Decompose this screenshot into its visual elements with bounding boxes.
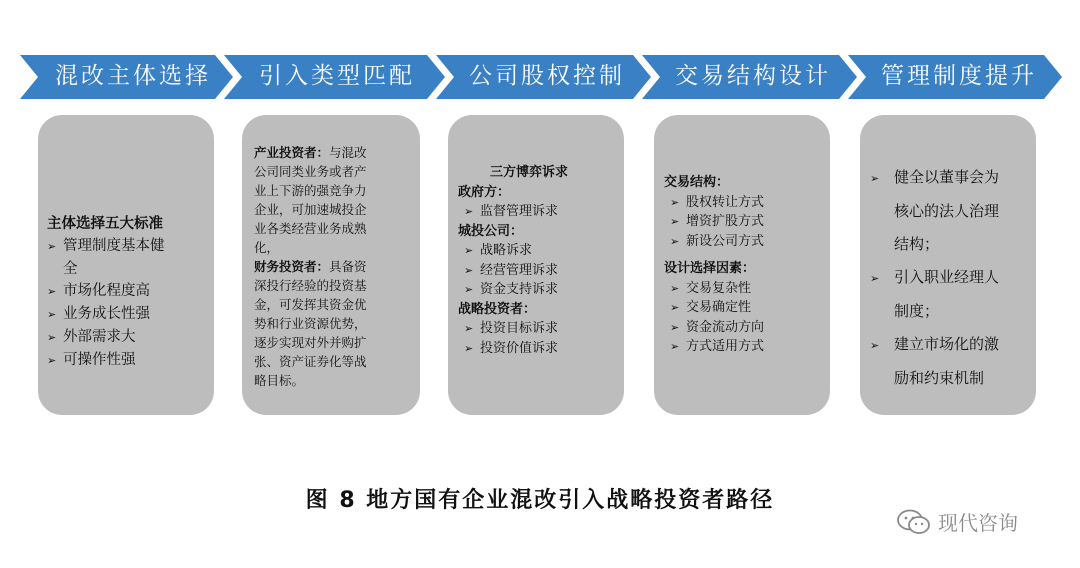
box2-text: 业上下游的强竞争力 [254,183,367,198]
box4-structure: 交易结构： [664,175,730,190]
bullet-arrow-icon: ➢ [47,308,57,321]
box5-item-wrap: 核心的法人治理 [894,202,1000,220]
box4-item: ➢ 新设公司方式 [664,232,830,252]
step-label-1: 混改主体选择 [55,63,211,89]
box3-si: 战略投资者： [458,301,537,317]
box1-title: 主体选择五大标准 [47,215,163,232]
bullet-arrow-icon: ➢ [670,340,680,353]
box1-item: ➢ 业务成长性强 [47,303,214,326]
bullet-arrow-icon: ➢ [464,263,474,277]
bullet-arrow-icon: ➢ [464,322,474,335]
box2-text: 张、资产证券化等战 [254,354,367,369]
box-management-improvement [860,115,1036,415]
box2-text: 化， [254,240,280,255]
box2-text: 势和行业资源优势， [254,316,367,331]
bullet-arrow-icon: ➢ [47,285,57,298]
box3-item: ➢ 资金支持诉求 [458,280,624,300]
step-label-4: 交易结构设计 [675,63,831,89]
box3-ct: 城投公司： [458,223,524,239]
box3-item: ➢ 经营管理诉求 [458,261,624,281]
spacer [664,251,830,259]
box-transaction-structure [654,115,830,415]
watermark-text: 现代咨询 [938,511,1018,535]
bullet-arrow-icon: ➢ [670,234,680,248]
box2-text: 深投行经验的投资基 [254,278,367,293]
bullet-arrow-icon: ➢ [870,339,880,352]
bullet-arrow-icon: ➢ [670,301,680,314]
box5-item: ➢ 引入职业经理人 [870,261,1036,295]
box3-item: ➢ 战略诉求 [458,241,624,261]
box1-item: ➢ 管理制度基本健 [47,235,214,258]
bullet-arrow-icon: ➢ [464,283,474,296]
box4-item: ➢ 交易确定性 [664,298,830,318]
box4-item: ➢ 增资扩股方式 [664,212,830,232]
box2-industrial-line: 产业投资者：与混改 [254,145,367,160]
box2-text: 逐步实现对外并购扩 [254,335,367,350]
bullet-arrow-icon: ➢ [47,331,57,344]
bullet-arrow-icon: ➢ [870,272,880,285]
box1-item: ➢ 外部需求大 [47,326,214,349]
bullet-arrow-icon: ➢ [47,240,57,253]
box4-factors: 设计选择因素： [664,261,756,276]
box-investor-types [242,115,420,415]
box2-text: 金，可发挥其资金优 [254,297,367,312]
box2-text: 业各类经营业务成熟 [254,221,367,236]
step-label-2: 引入类型匹配 [259,63,415,89]
box5-item-wrap: 结构； [894,235,940,253]
box3-item: ➢ 投资价值诉求 [458,339,624,359]
box5-item-wrap: 励和约束机制 [894,369,985,387]
box5-item: ➢ 建立市场化的激 [870,328,1036,362]
box-subject-selection [38,115,214,415]
box1-item: ➢ 可操作性强 [47,349,214,372]
box2-text: 公司同类业务或者产 [254,164,367,179]
watermark [896,507,1018,536]
bullet-arrow-icon: ➢ [464,244,474,257]
bullet-arrow-icon: ➢ [870,172,880,185]
bullet-arrow-icon: ➢ [464,205,474,218]
bullet-arrow-icon: ➢ [464,341,474,355]
bullet-arrow-icon: ➢ [47,354,57,367]
bullet-arrow-icon: ➢ [670,281,680,295]
step-label-3: 公司股权控制 [469,63,625,89]
box2-text: 略目标。 [254,373,305,388]
figure-caption: 图 8 地方国有企业混改引入战略投资者路径 [305,488,775,513]
box2-text: 企业，可加速城投企 [254,202,367,217]
box3-title: 三方博弈诉求 [490,165,569,180]
step-label-5: 管理制度提升 [881,63,1037,89]
box3-gov: 政府方： [458,184,511,200]
box4-item: ➢ 资金流动方向 [664,318,830,338]
box3-item: ➢ 投资目标诉求 [458,319,624,339]
box5-item-wrap: 制度； [894,302,940,320]
box1-item: ➢ 市场化程度高 [47,280,214,303]
box3-item: ➢ 监督管理诉求 [458,202,624,222]
bullet-arrow-icon: ➢ [670,215,680,228]
box4-item: ➢ 交易复杂性 [664,279,830,299]
box1-item-wrap: 全 [63,261,78,277]
box5-item: ➢ 健全以董事会为 [870,161,1036,195]
wechat-icon [896,508,932,536]
bullet-arrow-icon: ➢ [670,320,680,334]
box4-item: ➢ 股权转让方式 [664,193,830,213]
box2-financial-line: 财务投资者：具备资 [254,259,367,274]
box4-item: ➢ 方式适用方式 [664,337,830,357]
box-equity-control [448,115,624,415]
bullet-arrow-icon: ➢ [670,195,680,209]
